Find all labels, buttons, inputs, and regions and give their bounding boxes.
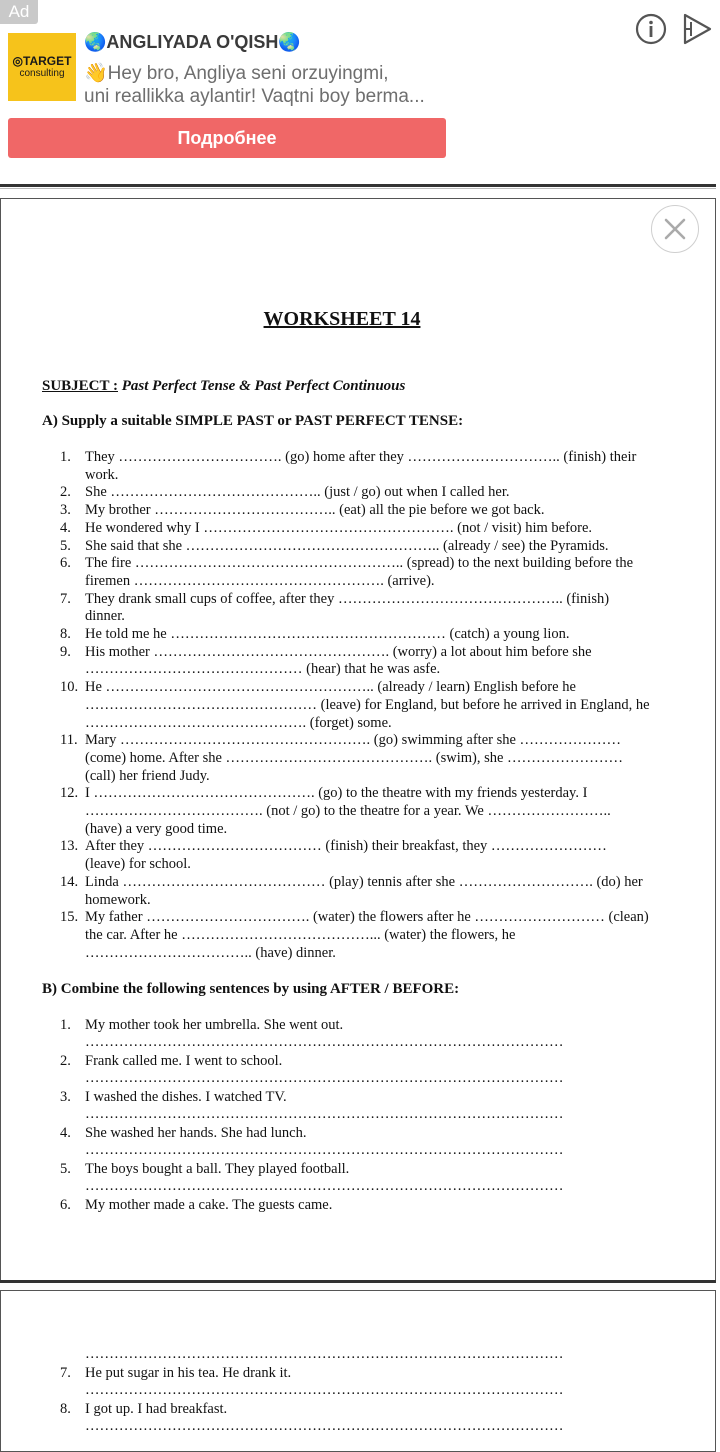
- exercise-item: [60, 785, 650, 838]
- combine-item: [60, 1401, 620, 1418]
- answer-line[interactable]: ………………………………………………………………………………………: [85, 1418, 564, 1434]
- exercise-number: 6.: [60, 555, 71, 572]
- page-divider: [0, 1280, 716, 1283]
- exercise-text: He told me he ………………………………………………… (catch) a young lion.: [85, 626, 570, 643]
- exercise-number: 3.: [60, 502, 71, 519]
- exercise-item: [60, 502, 650, 520]
- exercise-text: The boys bought a ball. They played football.: [85, 1161, 350, 1177]
- combine-item: [60, 1053, 620, 1070]
- exercise-text: Frank called me. I went to school.: [85, 1053, 283, 1069]
- ad-body-line2: uni reallikka aylantir! Vaqtni boy berma...: [84, 86, 425, 107]
- answer-line[interactable]: ………………………………………………………………………………………: [85, 1106, 564, 1122]
- exercise-number: 11.: [60, 732, 78, 749]
- exercise-item: [60, 838, 650, 873]
- exercise-item: [60, 555, 650, 590]
- exercise-text: He wondered why I ……………………………………………. (not / visit) him before.: [85, 519, 593, 536]
- exercise-text: I washed the dishes. I watched TV.: [85, 1089, 287, 1105]
- exercise-item: [60, 626, 650, 644]
- exercise-text: His mother …………………………………………. (worry) a lot about him before she ……………………………………… (hear) that he was asfe.: [85, 643, 592, 678]
- exercise-number: 5.: [60, 537, 71, 554]
- section-b-list: [60, 1017, 620, 1214]
- exercise-text: I ………………………………………. (go) to the theatre with my friends yesterday. I ………………………………. (not / go) to the theatre for a year. We …………………….. (have) a very good time.: [85, 785, 611, 837]
- exercise-text: My mother took her umbrella. She went out.: [85, 1017, 344, 1033]
- answer-line[interactable]: ………………………………………………………………………………………: [85, 1382, 564, 1398]
- subject-label: SUBJECT :: [42, 378, 118, 394]
- exercise-text: After they ……………………………… (finish) their breakfast, they …………………… (leave) for school.: [85, 838, 607, 873]
- exercise-number: 1.: [60, 449, 71, 465]
- section-a-list: [60, 449, 650, 962]
- exercise-number: 4.: [60, 519, 71, 536]
- ad-body[interactable]: [84, 62, 454, 108]
- exercise-text: She said that she …………………………………………….. (already / see) the Pyramids.: [85, 537, 609, 554]
- exercise-text: She …………………………………….. (just / go) out when I called her.: [85, 484, 510, 501]
- ad-badge: Ad: [0, 0, 38, 24]
- exercise-text: She washed her hands. She had lunch.: [85, 1125, 307, 1141]
- close-icon: [664, 218, 686, 240]
- exercise-number: 2.: [60, 484, 71, 501]
- ad-cta-button[interactable]: Подробнее: [8, 118, 446, 158]
- exercise-item: [60, 874, 650, 909]
- exercise-number: 6.: [60, 1197, 71, 1213]
- section-a-heading: A) Supply a suitable SIMPLE PAST or PAST PERFECT TENSE:: [42, 413, 464, 429]
- exercise-number: 1.: [60, 1017, 71, 1033]
- exercise-item: [60, 449, 650, 484]
- subject-line: [42, 378, 405, 395]
- exercise-item: [60, 591, 650, 626]
- exercise-number: 9.: [60, 643, 71, 660]
- exercise-text: They ……………………………. (go) home after they ………………………….. (finish) their work.: [85, 449, 637, 483]
- info-icon[interactable]: [635, 13, 667, 45]
- ad-body-line1: 👋Hey bro, Angliya seni orzuyingmi,: [84, 63, 389, 84]
- combine-item: [60, 1161, 620, 1178]
- ad-banner[interactable]: [0, 0, 720, 186]
- exercise-number: 4.: [60, 1125, 71, 1141]
- exercise-text: My brother ……………………………….. (eat) all the pie before we got back.: [85, 502, 545, 519]
- play-store-icon[interactable]: [680, 12, 714, 46]
- exercise-item: [60, 484, 650, 502]
- combine-item: [60, 1197, 620, 1214]
- exercise-text: The fire ……………………………………………….. (spread) to the next building before the firemen ……………………………………………. (arrive).: [85, 555, 634, 589]
- exercise-number: 12.: [60, 785, 79, 802]
- combine-item: [60, 1125, 620, 1142]
- exercise-text: My mother made a cake. The guests came.: [85, 1197, 333, 1213]
- exercise-item: [60, 538, 650, 556]
- exercise-number: 3.: [60, 1089, 71, 1105]
- exercise-number: 2.: [60, 1053, 71, 1069]
- combine-item: [60, 1017, 620, 1034]
- answer-line[interactable]: ………………………………………………………………………………………: [85, 1142, 564, 1158]
- exercise-number: 14.: [60, 873, 79, 890]
- exercise-item: [60, 909, 650, 962]
- answer-line[interactable]: ………………………………………………………………………………………: [85, 1070, 564, 1086]
- exercise-number: 5.: [60, 1161, 71, 1177]
- subject-value: Past Perfect Tense & Past Perfect Continuous: [121, 378, 406, 394]
- exercise-number: 8.: [60, 1401, 71, 1417]
- exercise-number: 7.: [60, 1365, 71, 1381]
- worksheet-title: WORKSHEET 14: [263, 308, 421, 330]
- exercise-item: [60, 644, 650, 679]
- advertiser-logo[interactable]: [8, 33, 76, 101]
- ad-divider-shadow: [0, 188, 716, 189]
- exercise-item: [60, 520, 650, 538]
- exercise-number: 8.: [60, 626, 71, 643]
- exercise-text: He put sugar in his tea. He drank it.: [85, 1365, 292, 1381]
- exercise-text: My father ……………………………. (water) the flowers after he ……………………… (clean) the car. After he …………………………………... (water) the flowers, he …………………………….. (have) dinner.: [85, 909, 649, 961]
- answer-line[interactable]: ………………………………………………………………………………………: [85, 1346, 564, 1362]
- combine-item: [60, 1365, 620, 1382]
- exercise-text: They drank small cups of coffee, after they ……………………………………….. (finish) dinner.: [85, 590, 610, 625]
- exercise-number: 15.: [60, 909, 79, 926]
- exercise-number: 10.: [60, 679, 79, 696]
- exercise-number: 13.: [60, 838, 79, 855]
- section-b-list-continued: [60, 1346, 620, 1437]
- ad-title[interactable]: 🌏ANGLIYADA O'QISH🌏: [84, 32, 301, 52]
- exercise-item: [60, 679, 650, 732]
- ad-divider: [0, 184, 716, 187]
- advertiser-logo-line1: ◎TARGET: [12, 54, 72, 68]
- combine-item: [60, 1089, 620, 1106]
- answer-line[interactable]: ………………………………………………………………………………………: [85, 1178, 564, 1194]
- exercise-text: He ……………………………………………….. (already / learn) English before he ………………………………………… (leave) for England, but before he arrived in England, he ………………………………………. (forget) some.: [85, 679, 650, 731]
- exercise-number: 7.: [60, 590, 71, 607]
- section-b-heading: B) Combine the following sentences by using AFTER / BEFORE:: [42, 981, 460, 997]
- exercise-text: Linda …………………………………… (play) tennis after she ………………………. (do) her homework.: [85, 873, 643, 908]
- exercise-item: [60, 732, 650, 785]
- exercise-text: I got up. I had breakfast.: [85, 1401, 228, 1417]
- close-button[interactable]: [651, 205, 699, 253]
- answer-line[interactable]: ………………………………………………………………………………………: [85, 1034, 564, 1050]
- advertiser-logo-line2: consulting: [19, 68, 65, 79]
- exercise-text: Mary ……………………………………………. (go) swimming after she ………………… (come) home. After she ……………………………………. (swim), she …………………… (call) her friend Judy.: [85, 732, 624, 784]
